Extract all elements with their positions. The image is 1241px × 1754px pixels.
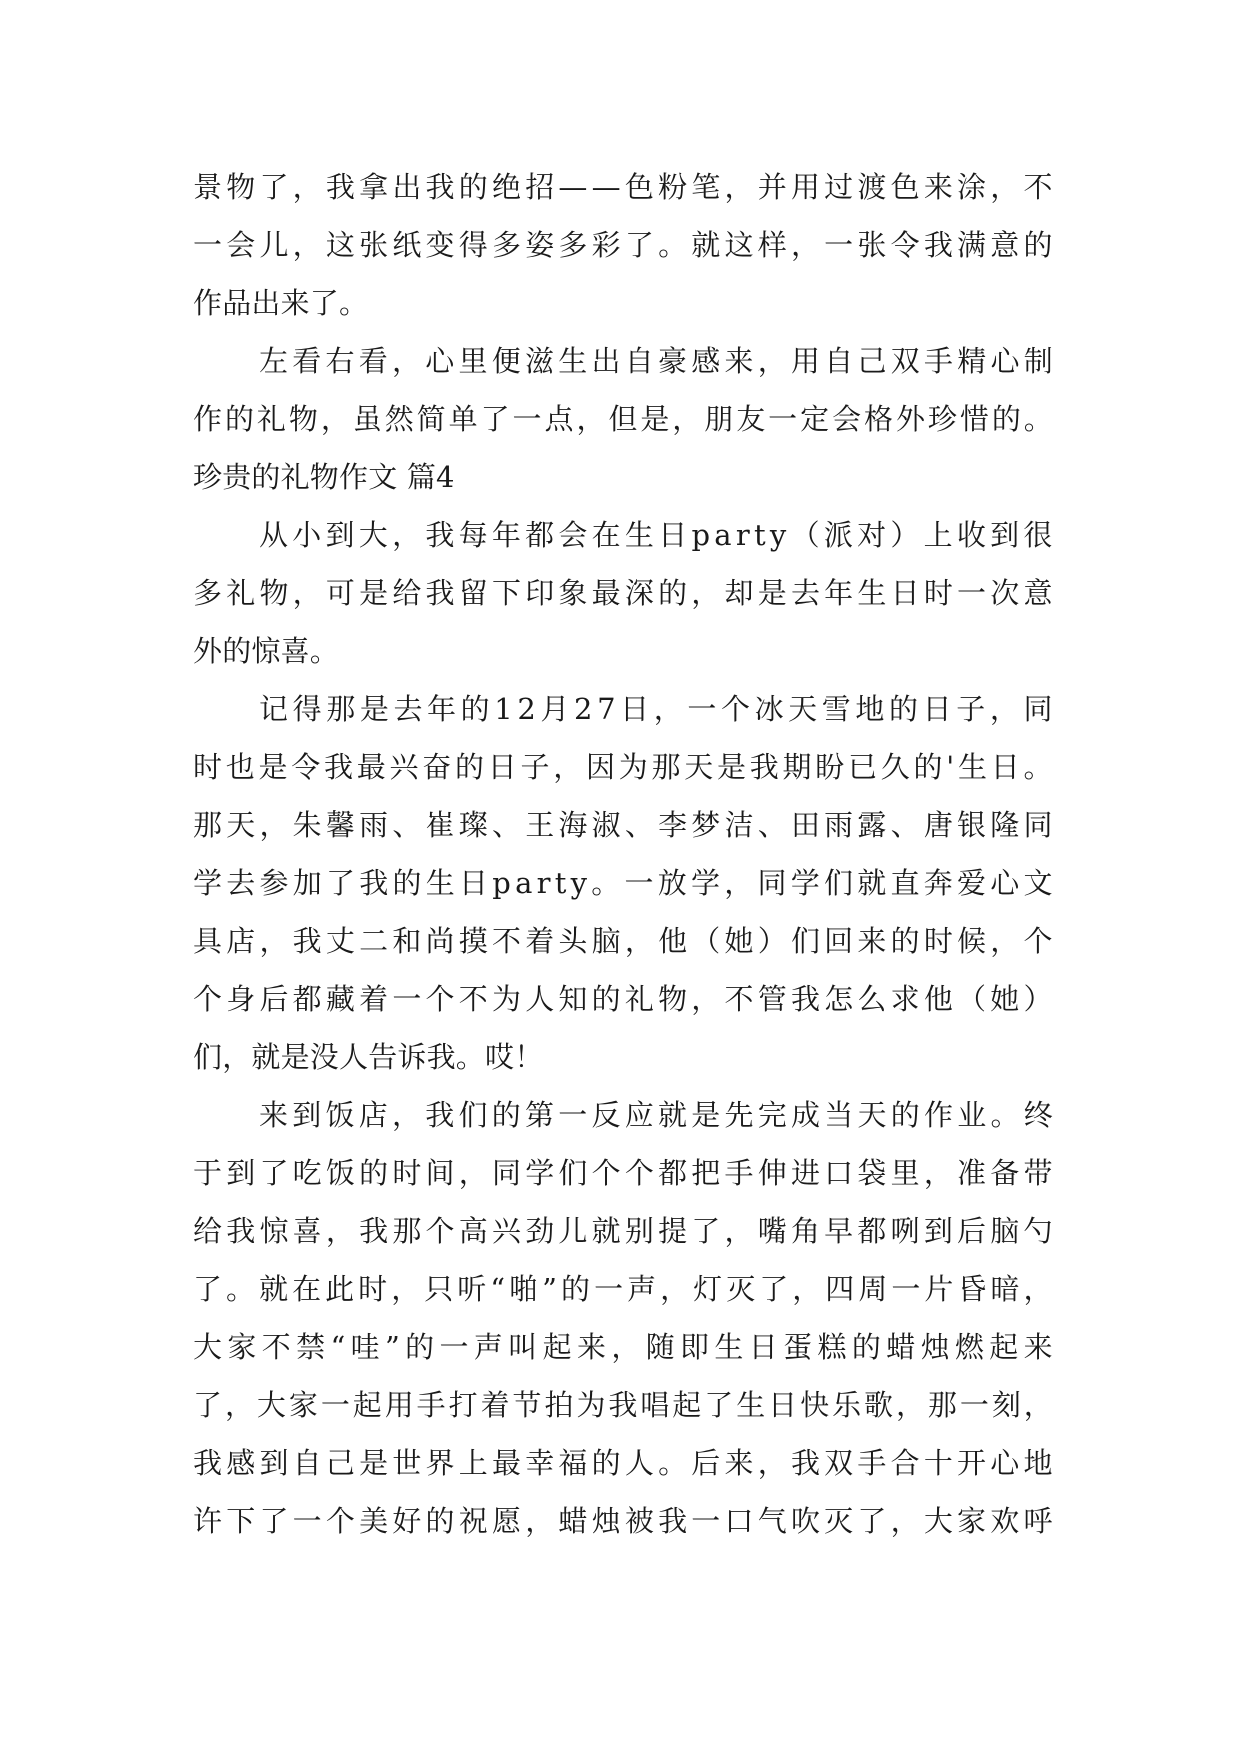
text-line-2: 一 会 儿 ， 这 张 纸 变 得 多 姿 多 彩 了 。 就 这 样 ， 一 张 令 我 满 意 的 <box>193 228 1053 262</box>
text-line-8: 多 礼 物 ， 可 是 给 我 留 下 印 象 最 深 的 ， 却 是 去 年 生 日 时 一 次 意 <box>193 576 1053 610</box>
text-line-3: 作品出来了。 <box>193 286 369 320</box>
text-line-19: 给 我 惊 喜 ， 我 那 个 高 兴 劲 儿 就 别 提 了 ， 嘴 角 早 都 咧 到 后 脑 勺 <box>193 1214 1053 1248</box>
section-heading: 珍贵的礼物作文 篇4 <box>193 460 455 494</box>
text-line-13: 学 去 参 加 了 我 的 生 日 p a r t y 。 一 放 学 ， 同 学 们 就 直 奔 爱 心 文 <box>193 866 1053 900</box>
text-line-10: 记 得 那 是 去 年 的 1 2 月 2 7 日 ， 一 个 冰 天 雪 地 的 日 子 ， 同 <box>259 692 1053 726</box>
text-line-21: 大 家 不 禁 “ 哇 ” 的 一 声 叫 起 来 ， 随 即 生 日 蛋 糕 的 蜡 烛 燃 起 来 <box>193 1330 1053 1364</box>
text-line-12: 那 天 ， 朱 馨 雨 、 崔 璨 、 王 海 淑 、 李 梦 洁 、 田 雨 露 、 唐 银 隆 同 <box>193 808 1053 842</box>
text-line-15: 个 身 后 都 藏 着 一 个 不 为 人 知 的 礼 物 ， 不 管 我 怎 么 求 他 （ 她 ） <box>193 982 1053 1016</box>
text-line-1: 景 物 了 ， 我 拿 出 我 的 绝 招 — — 色 粉 笔 ， 并 用 过 渡 色 来 涂 ， 不 <box>193 170 1053 204</box>
text-line-18: 于 到 了 吃 饭 的 时 间 ， 同 学 们 个 个 都 把 手 伸 进 口 袋 里 ， 准 备 带 <box>193 1156 1053 1190</box>
text-line-11: 时 也 是 令 我 最 兴 奋 的 日 子 ， 因 为 那 天 是 我 期 盼 已 久 的 ' 生 日 。 <box>193 750 1053 784</box>
text-line-7: 从 小 到 大 ， 我 每 年 都 会 在 生 日 p a r t y （ 派 对 ） 上 收 到 很 <box>259 518 1053 552</box>
text-line-14: 具 店 ， 我 丈 二 和 尚 摸 不 着 头 脑 ， 他 （ 她 ） 们 回 来 的 时 候 ， 个 <box>193 924 1053 958</box>
essay-body <box>193 158 1073 1550</box>
text-line-16: 们，就是没人告诉我。哎！ <box>193 1040 544 1074</box>
text-line-22: 了 ， 大 家 一 起 用 手 打 着 节 拍 为 我 唱 起 了 生 日 快 乐 歌 ， 那 一 刻 ， <box>193 1388 1053 1422</box>
text-line-23: 我 感 到 自 己 是 世 界 上 最 幸 福 的 人 。 后 来 ， 我 双 手 合 十 开 心 地 <box>193 1446 1053 1480</box>
text-line-5: 作 的 礼 物 ， 虽 然 简 单 了 一 点 ， 但 是 ， 朋 友 一 定 会 格 外 珍 惜 的 。 <box>193 402 1053 436</box>
text-line-9: 外的惊喜。 <box>193 634 340 668</box>
text-line-4: 左 看 右 看 ， 心 里 便 滋 生 出 自 豪 感 来 ， 用 自 己 双 手 精 心 制 <box>259 344 1053 378</box>
text-line-17: 来 到 饭 店 ， 我 们 的 第 一 反 应 就 是 先 完 成 当 天 的 作 业 。 终 <box>259 1098 1053 1132</box>
text-line-24: 许 下 了 一 个 美 好 的 祝 愿 ， 蜡 烛 被 我 一 口 气 吹 灭 了 ， 大 家 欢 呼 <box>193 1504 1053 1538</box>
text-line-20: 了 。 就 在 此 时 ， 只 听 “ 啪 ” 的 一 声 ， 灯 灭 了 ， 四 周 一 片 昏 暗 ， <box>193 1272 1053 1306</box>
